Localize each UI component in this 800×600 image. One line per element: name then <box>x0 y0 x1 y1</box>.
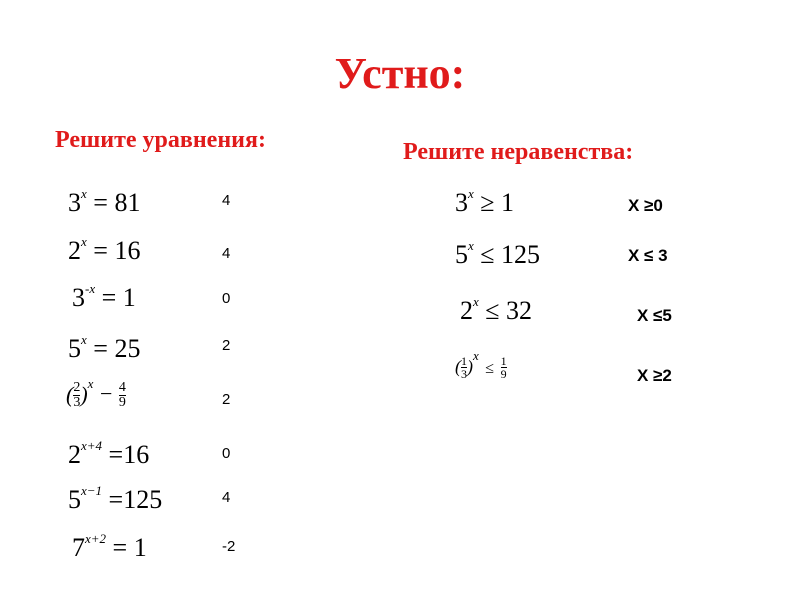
equation-3-answer: 0 <box>222 290 231 307</box>
equation-8: $7^{x+2} = 1$ <box>72 531 147 562</box>
inequality-3: 2$^x$ ≤ 32 <box>460 294 533 325</box>
equation-5: ( $\frac{2}{3}$ )$^x$ − $\frac{4}{9}$ <box>66 376 126 410</box>
inequality-3-answer: X ≤5 <box>637 306 672 325</box>
equation-8-answer: -2 <box>222 538 236 555</box>
equation-7-answer: 4 <box>222 489 231 506</box>
slide-title: Устно: <box>334 49 466 98</box>
equation-1: 3$^x$ = 81 <box>68 186 141 217</box>
inequality-2: 5$^x$ ≤ 125 <box>455 238 541 269</box>
equation-5-answer: 2 <box>222 391 231 408</box>
equation-4-answer: 2 <box>222 337 231 354</box>
inequality-2-answer: X ≤ 3 <box>628 246 668 265</box>
inequality-4-answer: X ≥2 <box>637 366 672 385</box>
equation-6-answer: 0 <box>222 445 231 462</box>
equation-1-answer: 4 <box>222 192 231 209</box>
equations-heading: Решите уравнения: <box>55 127 266 153</box>
inequality-1: 3$^x$ ≥ 1 <box>455 186 515 217</box>
equation-2-answer: 4 <box>222 245 231 262</box>
inequality-1-answer: X ≥0 <box>628 196 663 215</box>
equation-2: 2$^x$ = 16 <box>68 234 141 265</box>
equation-7: $5^{x-1} =125$ <box>68 483 163 514</box>
equation-6: $2^{x+4} =16$ <box>68 438 150 469</box>
inequality-4: ( $\frac{1}{3}$ )$^x$ ≤ $\frac{1}{9}$ <box>455 348 507 381</box>
equation-4: 5$^x$ = 25 <box>68 332 141 363</box>
equation-3: $3^{-x} = 1$ <box>72 281 136 312</box>
inequalities-heading: Решите неравенства: <box>403 139 634 165</box>
